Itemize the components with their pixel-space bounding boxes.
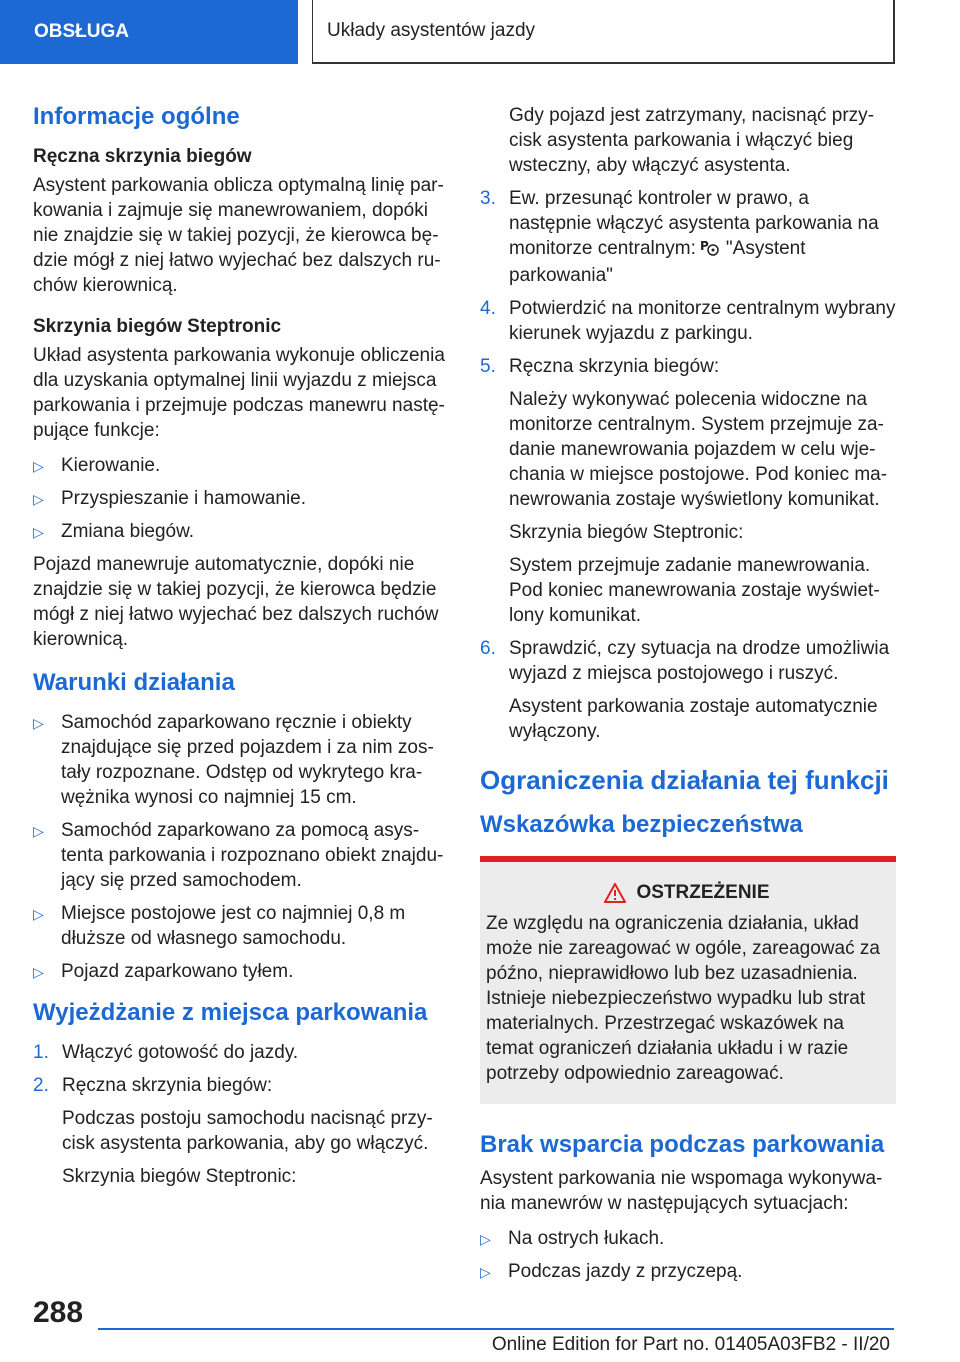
triangle-bullet-icon: ▷ — [33, 458, 44, 474]
triangle-bullet-icon: ▷ — [480, 1231, 491, 1247]
left-column — [33, 96, 445, 1197]
step-number: 2. — [33, 1075, 49, 1096]
warning-title-row — [486, 880, 888, 905]
general-info-heading: Informacje ogólne — [33, 103, 240, 130]
list-item — [480, 1226, 896, 1251]
exit-parking-heading: Wyjeżdżanie z miejsca parkowania — [33, 999, 428, 1026]
triangle-bullet-icon: ▷ — [33, 906, 44, 922]
list-item-text: Na ostrych łukach. — [508, 1228, 665, 1249]
list-item — [33, 901, 445, 951]
list-item — [480, 1259, 896, 1284]
conditions-heading: Warunki działania — [33, 669, 235, 696]
manual-gearbox-heading: Ręczna skrzynia biegów — [33, 146, 252, 167]
no-support-heading: Brak wsparcia podczas parkowania — [480, 1131, 885, 1158]
step-item — [33, 1040, 445, 1065]
page-number: 288 — [33, 1296, 84, 1329]
section-tab: OBSŁUGA — [0, 0, 298, 64]
triangle-bullet-icon: ▷ — [33, 715, 44, 731]
list-item — [33, 486, 445, 511]
step-subtext: System przejmuje zadanie manewrowania. Pod koniec manewrowania zostaje wyświetlony komunikat. — [509, 555, 880, 626]
step-text: Włączyć gotowość do jazdy. — [62, 1042, 299, 1063]
list-item — [33, 959, 445, 984]
limits-heading: Ograniczenia działania tej funkcji — [480, 765, 889, 795]
steptronic-text: Układ asystenta parkowania wykonuje obliczenia dla uzyskania optymalnej linii wyjazdu z miejsca parkowania i przejmuje podczas manewru następujące funkcje: — [33, 345, 445, 441]
step-number: 1. — [33, 1042, 49, 1063]
step-subtext: Skrzynia biegów Steptronic: — [62, 1166, 297, 1187]
step-text: Potwierdzić na monitorze centralnym wybrany kierunek wyjazdu z parkingu. — [509, 298, 896, 344]
steptronic-heading: Skrzynia biegów Steptronic — [33, 316, 282, 337]
functions-list — [33, 453, 445, 544]
footer-divider — [98, 1328, 894, 1330]
warning-triangle-icon — [604, 883, 626, 903]
step-subtext: Należy wykonywać polecenia widoczne na monitorze centralnym. System przejmuje zadanie manewrowania pojazdem w celu wjechania w miejsce postojowe. Pod koniec manewrowania zostaje wyświetlony komunikat. — [509, 389, 888, 510]
step-subtext: Podczas postoju samochodu nacisnąć przycisk asystenta parkowania, aby go włączyć. — [62, 1108, 433, 1154]
list-item-text: Pojazd zaparkowano tyłem. — [61, 961, 294, 982]
exit-steps-list — [33, 1040, 445, 1189]
footer-edition: Online Edition for Part no. 01405A03FB2 - II/20 — [491, 1334, 890, 1355]
step-number: 3. — [480, 188, 496, 209]
warning-title: OSTRZEŻENIE — [636, 882, 770, 903]
step-number: 6. — [480, 638, 496, 659]
closing-text: Pojazd manewruje automatycznie, dopóki nie znajdzie się w takiej pozycji, że kierowca będzie mógł z niej łatwo wyjechać bez dalszych ruchów kierownicą. — [33, 554, 439, 650]
manual-gearbox-text: Asystent parkowania oblicza optymalną linię parkowania i zajmuje się manewrowaniem, dopóki nie znajdzie się w takiej pozycji, że kierowca będzie mógł z niej łatwo wyjechać bez dalszych ruchów kierownicą. — [33, 175, 444, 296]
list-item-text: Kierowanie. — [61, 455, 161, 476]
no-support-list — [480, 1226, 896, 1284]
step-item — [480, 186, 896, 288]
warning-box — [480, 856, 896, 1104]
step-item — [480, 354, 896, 628]
step-subtext: Skrzynia biegów Steptronic: — [509, 522, 744, 543]
step-item — [480, 636, 896, 744]
svg-text:P: P — [699, 239, 709, 253]
right-column — [480, 103, 896, 1292]
step-text: Ręczna skrzynia biegów: — [509, 356, 720, 377]
chapter-title: Układy asystentów jazdy — [312, 0, 895, 64]
triangle-bullet-icon: ▷ — [33, 524, 44, 540]
step-item — [33, 1073, 445, 1189]
list-item-text: Samochód zaparkowano ręcznie i obiekty znajdujące się przed pojazdem i za nim zostały rozpoznane. Odstęp od wykrytego krawężnika wynosi co najmniej 15 cm. — [61, 712, 434, 808]
list-item — [33, 710, 445, 810]
triangle-bullet-icon: ▷ — [33, 491, 44, 507]
step-number: 4. — [480, 298, 496, 319]
step-item — [480, 296, 896, 346]
exit-steps-list-continued — [480, 186, 896, 744]
conditions-list — [33, 710, 445, 984]
list-item — [33, 818, 445, 893]
step-text: Ew. przesunąć kontroler w prawo, a następnie włączyć asystenta parkowania na monitorze centralnym: — [509, 188, 879, 259]
list-item — [33, 453, 445, 478]
list-item-text: Samochód zaparkowano za pomocą asystenta parkowania i rozpoznano obiekt znajdujący się przed samochodem. — [61, 820, 444, 891]
triangle-bullet-icon: ▷ — [33, 823, 44, 839]
list-item — [33, 519, 445, 544]
safety-heading: Wskazówka bezpieczeństwa — [480, 811, 803, 838]
triangle-bullet-icon: ▷ — [33, 964, 44, 980]
step-subtext: Gdy pojazd jest zatrzymany, nacisnąć przycisk asystenta parkowania i włączyć bieg wsteczny, aby włączyć asystenta. — [509, 105, 875, 176]
warning-text: Ze względu na ograniczenia działania, układ może nie zareagować w ogóle, zareagować za późno, nieprawidłowo lub bez uzasadnienia. Istnieje niebezpieczeństwo wypadku lub strat materialnych. Przestrzegać wskazówek na temat ograniczeń działania układu i w razie potrzeby odpowiednio zareagować. — [486, 913, 880, 1084]
step-text: Ręczna skrzynia biegów: — [62, 1075, 273, 1096]
list-item-text: Zmiana biegów. — [61, 521, 195, 542]
triangle-bullet-icon: ▷ — [480, 1264, 491, 1280]
list-item-text: Miejsce postojowe jest co najmniej 0,8 m dłuższe od własnego samochodu. — [61, 903, 406, 949]
parking-assistant-icon — [700, 238, 720, 263]
step-subtext: Asystent parkowania zostaje automatycznie wyłączony. — [509, 696, 878, 742]
no-support-text: Asystent parkowania nie wspomaga wykonywania manewrów w następujących sytuacjach: — [480, 1168, 883, 1214]
step-text: Sprawdzić, czy sytuacja na drodze umożliwia wyjazd z miejsca postojowego i ruszyć. — [509, 638, 890, 684]
list-item-text: Przyspieszanie i hamowanie. — [61, 488, 307, 509]
step-number: 5. — [480, 356, 496, 377]
list-item-text: Podczas jazdy z przyczepą. — [508, 1261, 743, 1282]
step-menu-item: "Asystent parkowania" — [509, 238, 806, 286]
